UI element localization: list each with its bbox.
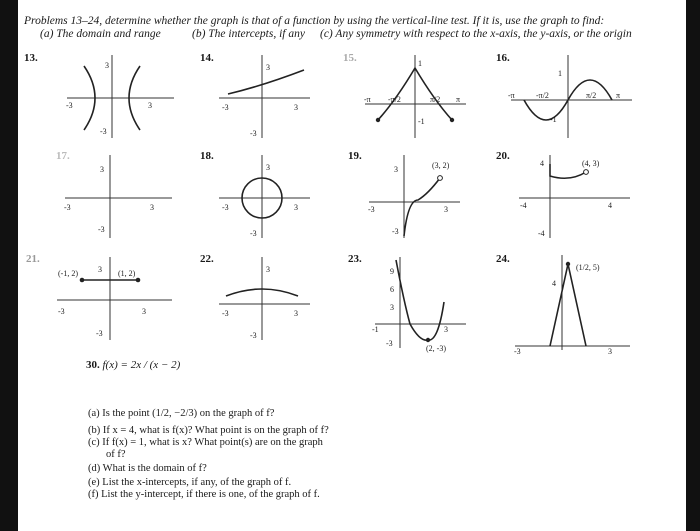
svg-text:-1: -1 — [372, 325, 379, 334]
subpart-c: (c) Any symmetry with respect to the x-axis, the y-axis, or the origin — [320, 28, 632, 40]
svg-text:π/2: π/2 — [430, 95, 441, 104]
svg-text:-4: -4 — [538, 229, 545, 238]
svg-text:-3: -3 — [100, 127, 107, 136]
svg-text:3: 3 — [294, 103, 298, 112]
question-30-part-c-cont: of f? — [106, 449, 126, 460]
graph-16 — [506, 50, 636, 142]
svg-text:3: 3 — [105, 61, 109, 70]
svg-text:-4: -4 — [520, 201, 527, 210]
svg-text:π: π — [456, 95, 461, 104]
svg-text:(4, 3): (4, 3) — [582, 159, 600, 168]
svg-text:-3: -3 — [222, 103, 229, 112]
svg-text:4: 4 — [552, 279, 556, 288]
question-30-part-e: (e) List the x-intercepts, if any, of the graph of f. — [88, 477, 292, 488]
svg-text:3: 3 — [266, 63, 270, 72]
question-30-function: f(x) = 2x / (x − 2) — [102, 359, 181, 371]
svg-text:-3: -3 — [222, 203, 229, 212]
svg-text:-3: -3 — [64, 203, 71, 212]
svg-text:3: 3 — [294, 203, 298, 212]
svg-text:6: 6 — [390, 285, 394, 294]
svg-text:-3: -3 — [392, 227, 399, 236]
svg-text:3: 3 — [294, 309, 298, 318]
svg-text:-3: -3 — [250, 331, 257, 340]
svg-text:3: 3 — [266, 265, 270, 274]
graph-18 — [214, 150, 314, 242]
svg-text:π/2: π/2 — [586, 91, 597, 100]
left-border — [0, 0, 18, 531]
question-30-number: 30. — [86, 359, 100, 371]
svg-text:-3: -3 — [514, 347, 521, 356]
svg-text:-3: -3 — [222, 309, 229, 318]
svg-text:-π/2: -π/2 — [388, 95, 401, 104]
svg-text:3: 3 — [394, 165, 398, 174]
question-30 — [86, 359, 180, 371]
graph-20 — [514, 150, 634, 242]
svg-text:3: 3 — [390, 303, 394, 312]
graph-14 — [214, 50, 314, 142]
problem-number-13: 13. — [24, 52, 38, 64]
problem-number-17: 17. — [56, 150, 70, 162]
svg-text:-3: -3 — [386, 339, 393, 348]
graph-22 — [214, 252, 314, 344]
svg-text:-3: -3 — [66, 101, 73, 110]
svg-text:3: 3 — [100, 165, 104, 174]
svg-text:3: 3 — [444, 325, 448, 334]
svg-text:-π/2: -π/2 — [536, 91, 549, 100]
graph-24 — [510, 250, 634, 354]
svg-text:1: 1 — [558, 69, 562, 78]
svg-text:3: 3 — [150, 203, 154, 212]
svg-text:-3: -3 — [96, 329, 103, 338]
problem-number-18: 18. — [200, 150, 214, 162]
question-30-part-a: (a) Is the point (1/2, −2/3) on the graph of f? — [88, 408, 275, 419]
problem-number-14: 14. — [200, 52, 214, 64]
svg-text:(-1, 2): (-1, 2) — [58, 269, 78, 278]
problem-number-22: 22. — [200, 253, 214, 265]
problem-number-19: 19. — [348, 150, 362, 162]
svg-text:-3: -3 — [250, 229, 257, 238]
svg-text:-3: -3 — [250, 129, 257, 138]
svg-text:(1, 2): (1, 2) — [118, 269, 136, 278]
subpart-b: (b) The intercepts, if any — [192, 28, 305, 40]
problem-number-21: 21. — [26, 253, 40, 265]
problem-number-24: 24. — [496, 253, 510, 265]
svg-text:-π: -π — [508, 91, 515, 100]
svg-text:4: 4 — [608, 201, 612, 210]
svg-text:π: π — [616, 91, 621, 100]
svg-text:3: 3 — [148, 101, 152, 110]
subpart-a: (a) The domain and range — [40, 28, 161, 40]
svg-text:(2, -3): (2, -3) — [426, 344, 446, 353]
graph-17 — [60, 150, 180, 242]
svg-text:-3: -3 — [58, 307, 65, 316]
svg-text:(3, 2): (3, 2) — [432, 161, 450, 170]
graph-15 — [360, 50, 470, 142]
problem-heading: Problems 13–24, determine whether the graph is that of a function by using the vertical-line test. If it is, use the graph to find: — [24, 15, 605, 27]
graph-21 — [52, 252, 180, 344]
question-30-part-c: (c) If f(x) = 1, what is x? What point(s) are on the graph — [88, 437, 323, 448]
svg-text:-π: -π — [364, 95, 371, 104]
graph-13 — [62, 50, 182, 142]
svg-text:-3: -3 — [368, 205, 375, 214]
svg-text:-1: -1 — [550, 115, 557, 124]
problem-number-15: 15. — [343, 52, 357, 64]
svg-text:-3: -3 — [98, 225, 105, 234]
svg-text:(1/2, 5): (1/2, 5) — [576, 263, 600, 272]
svg-text:3: 3 — [266, 163, 270, 172]
svg-text:9: 9 — [390, 267, 394, 276]
svg-text:4: 4 — [540, 159, 544, 168]
svg-text:3: 3 — [142, 307, 146, 316]
question-30-part-f: (f) List the y-intercept, if there is one, of the graph of f. — [88, 489, 320, 500]
question-30-part-d: (d) What is the domain of f? — [88, 463, 207, 474]
question-30-part-b: (b) If x = 4, what is f(x)? What point is on the graph of f? — [88, 425, 329, 436]
problem-number-16: 16. — [496, 52, 510, 64]
graph-23 — [370, 252, 470, 352]
right-border — [686, 0, 700, 531]
svg-text:3: 3 — [98, 265, 102, 274]
svg-text:1: 1 — [418, 59, 422, 68]
graph-19 — [364, 150, 464, 242]
svg-text:3: 3 — [444, 205, 448, 214]
problem-number-20: 20. — [496, 150, 510, 162]
svg-text:3: 3 — [608, 347, 612, 356]
problem-number-23: 23. — [348, 253, 362, 265]
svg-text:-1: -1 — [418, 117, 425, 126]
